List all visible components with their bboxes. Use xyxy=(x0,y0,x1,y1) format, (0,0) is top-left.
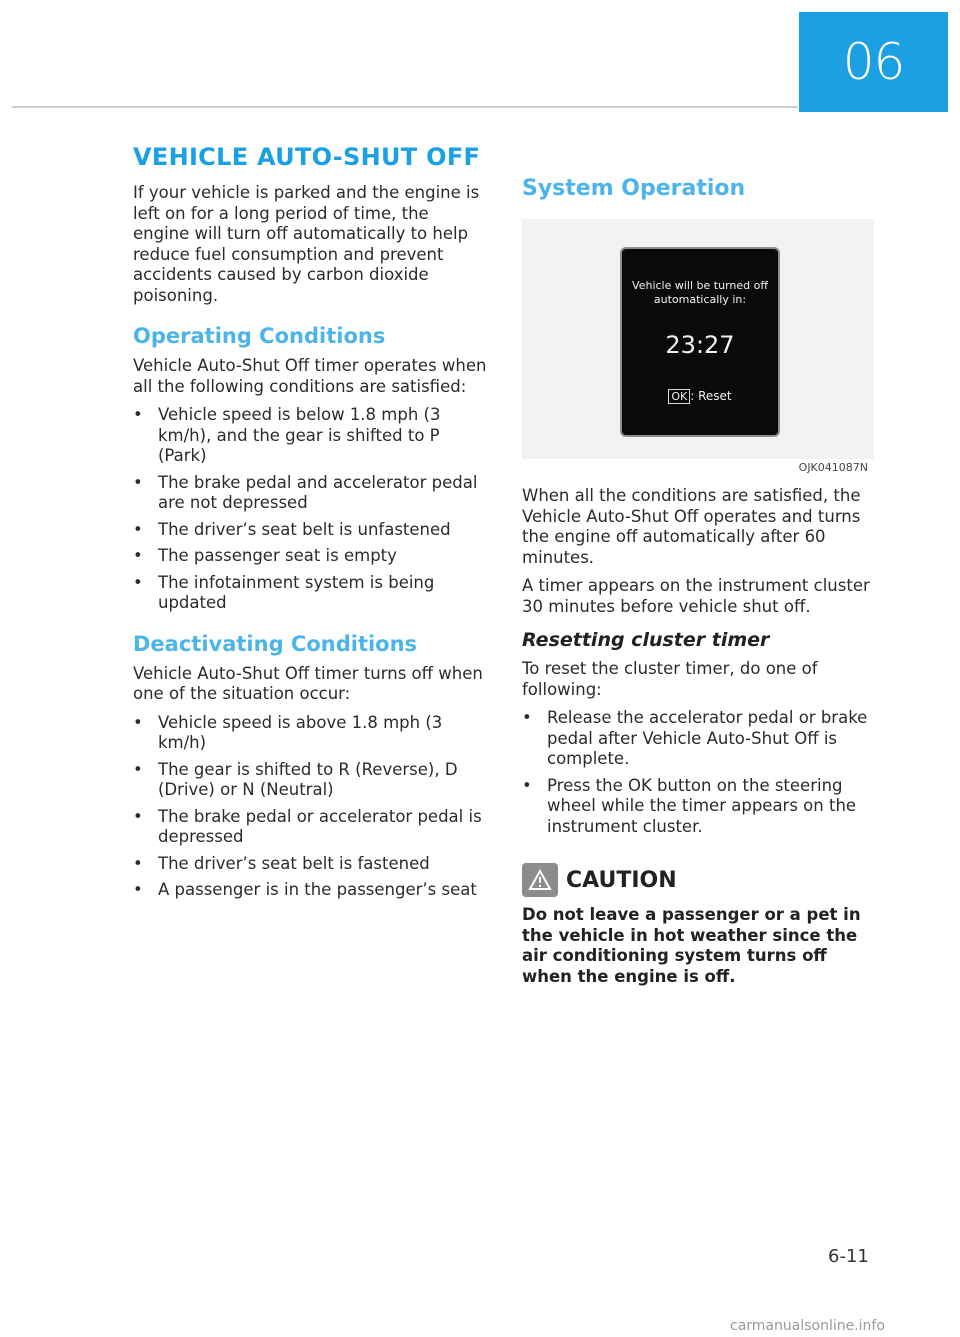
left-column xyxy=(133,143,489,913)
cluster-timer: 23:27 xyxy=(665,331,735,359)
deactivating-conditions-intro: Vehicle Auto-Shut Off timer turns off when one of the situation occur: xyxy=(133,663,483,703)
operating-conditions-heading: Operating Conditions xyxy=(133,324,386,348)
deactivating-conditions-list xyxy=(133,713,489,901)
caution-text: Do not leave a passenger or a pet in the vehicle in hot weather since the air conditioning system turns off when the engine is off. xyxy=(522,905,861,986)
figure-code: OJK041087N xyxy=(798,461,868,474)
list-item: • The brake pedal and accelerator pedal are not depressed xyxy=(133,473,489,514)
reset-intro: To reset the cluster timer, do one of following: xyxy=(522,659,818,699)
list-item: • A passenger is in the passenger’s seat xyxy=(133,880,489,901)
warning-triangle-icon xyxy=(522,863,558,897)
list-item: • Vehicle speed is below 1.8 mph (3 km/h), and the gear is shifted to P (Park) xyxy=(133,405,489,467)
header-rule xyxy=(12,106,798,108)
list-item: • The gear is shifted to R (Reverse), D (Drive) or N (Neutral) xyxy=(133,760,489,801)
operation-paragraph-2: A timer appears on the instrument cluster 30 minutes before vehicle shut off. xyxy=(522,576,870,616)
cluster-message: Vehicle will be turned off automatically in: xyxy=(632,279,768,306)
list-item: • The passenger seat is empty xyxy=(133,546,489,567)
caution-title: CAUTION xyxy=(566,867,677,893)
cluster-reset-hint xyxy=(622,389,778,404)
list-item: • The driver’s seat belt is fastened xyxy=(133,854,489,875)
reset-heading: Resetting cluster timer xyxy=(522,629,770,651)
reset-list xyxy=(522,708,878,837)
caution-header xyxy=(522,863,878,897)
deactivating-conditions-heading: Deactivating Conditions xyxy=(133,631,418,656)
watermark: carmanualsonline.info xyxy=(730,1318,885,1334)
section-title: VEHICLE AUTO-SHUT OFF xyxy=(133,143,481,171)
list-item: • The brake pedal or accelerator pedal is depressed xyxy=(133,807,489,848)
chapter-tab: 06 xyxy=(799,12,948,112)
list-item: • Press the OK button on the steering wheel while the timer appears on the instrument cluster. xyxy=(522,776,878,838)
reset-label: : Reset xyxy=(690,389,732,403)
cluster-figure xyxy=(522,219,874,459)
right-column xyxy=(522,176,878,987)
operating-conditions-list xyxy=(133,405,489,614)
list-item: • Release the accelerator pedal or brake pedal after Vehicle Auto-Shut Off is complete. xyxy=(522,708,878,770)
page-number: 6-11 xyxy=(828,1246,869,1267)
cluster-display xyxy=(620,247,780,437)
list-item: • The driver’s seat belt is unfastened xyxy=(133,520,489,541)
operating-conditions-intro: Vehicle Auto-Shut Off timer operates when all the following conditions are satisfied: xyxy=(133,356,487,396)
ok-key-icon: OK xyxy=(668,389,690,404)
list-item: • The infotainment system is being updated xyxy=(133,573,489,614)
intro-paragraph: If your vehicle is parked and the engine is left on for a long period of time, the engine will turn off automatically to help reduce fuel consumption and prevent accidents caused by carbon dioxide poisoning. xyxy=(133,183,480,305)
operation-paragraph-1: When all the conditions are satisfied, the Vehicle Auto-Shut Off operates and turns the engine off automatically after 60 minutes. xyxy=(522,486,861,567)
system-operation-heading: System Operation xyxy=(522,176,746,201)
list-item: • Vehicle speed is above 1.8 mph (3 km/h) xyxy=(133,713,489,754)
